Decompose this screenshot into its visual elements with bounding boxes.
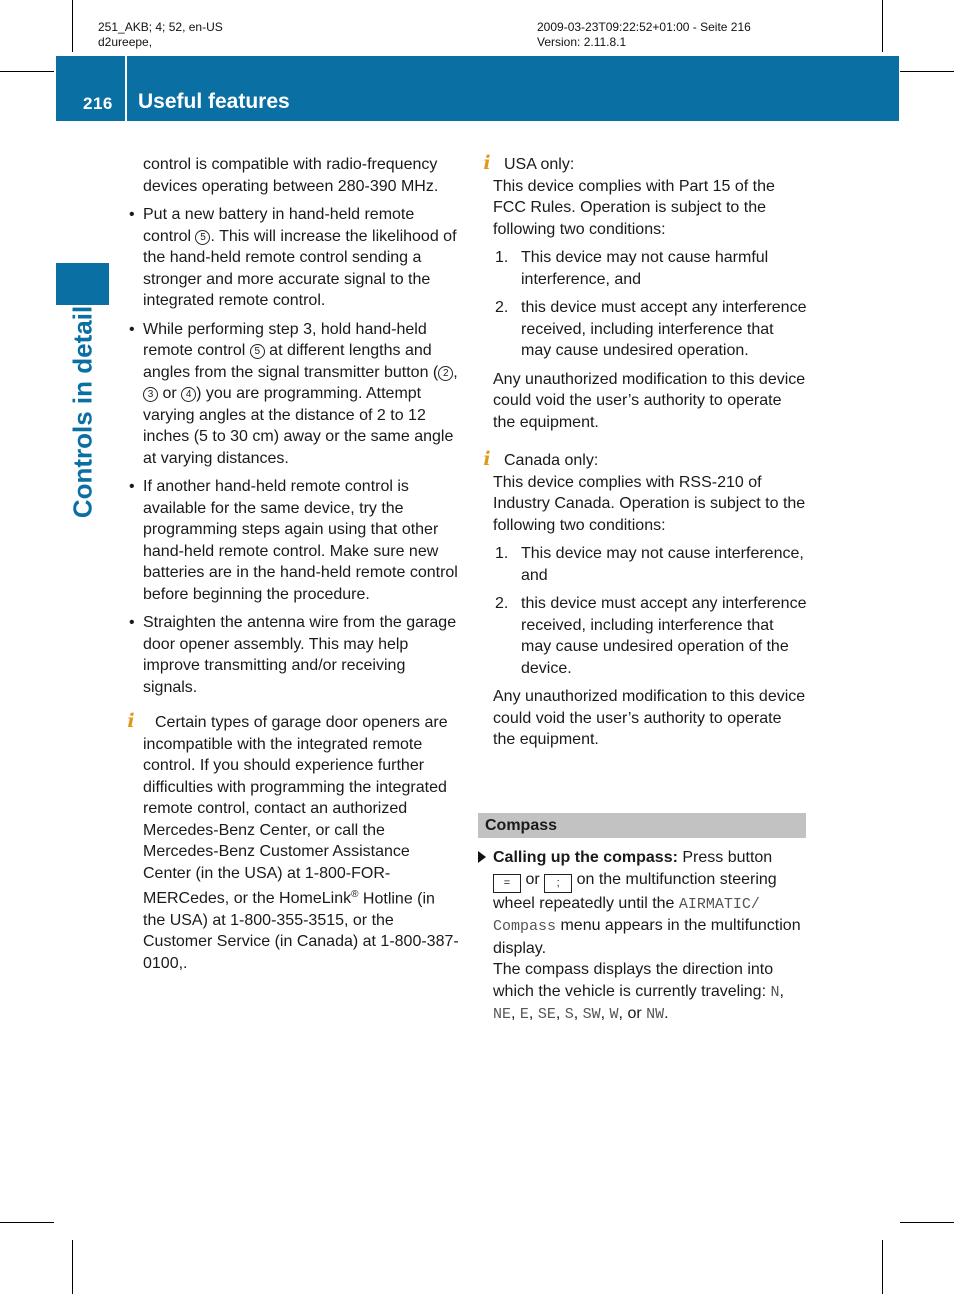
callout-number: 3 (143, 387, 158, 402)
text: While performing step 3, hold hand-held remote control (143, 320, 427, 359)
usa-note (483, 152, 808, 433)
text: Certain types of garage door openers are incompatible with the integrated remote control. If you should experience further difficulties with programming the integrated remote control, contact an authorized Mercedes-Benz Center, or call the Mercedes-Benz Customer Assistance Center (in the USA) at 1-800-FOR-MERCedes, or the HomeLink (143, 714, 448, 908)
left-column (129, 154, 459, 974)
meta-line: Version: 2.11.8.1 (537, 35, 627, 49)
item-number: 2. (495, 595, 509, 612)
crop-mark (0, 71, 54, 72)
list-item (129, 476, 459, 605)
header-divider (125, 56, 127, 121)
note-intro: This device complies with Part 15 of the FCC Rules. Operation is subject to the following two conditions: (493, 177, 775, 238)
step-arrow-icon (478, 851, 486, 863)
direction: NW (646, 1006, 665, 1023)
list-item (493, 543, 808, 586)
separator: , (511, 1005, 520, 1022)
direction: E (519, 1006, 529, 1023)
separator: , (573, 1005, 583, 1022)
intro-paragraph: control is compatible with radio-frequency devices operating between 280-390 MHz. (143, 156, 439, 195)
separator: , (528, 1005, 538, 1022)
info-icon: i (483, 448, 491, 470)
item-text: This device may not cause harmful interference, and (521, 249, 769, 288)
callout-number: 4 (181, 387, 196, 402)
separator: , (600, 1005, 610, 1022)
list-item (129, 319, 459, 470)
direction: W (609, 1006, 619, 1023)
bullet: • (129, 206, 135, 223)
side-tab-label: Controls in detail (67, 305, 98, 519)
section-heading-compass: Compass (478, 813, 806, 838)
crop-mark (72, 1240, 73, 1294)
crop-mark (900, 1222, 954, 1223)
callout-number: 5 (195, 230, 210, 245)
list-item (129, 204, 459, 312)
bullet: • (129, 320, 135, 338)
direction: NE (493, 1006, 512, 1023)
right-column (483, 152, 808, 751)
meta-line: d2ureepe, (98, 35, 153, 49)
meta-line: 2009-03-23T09:22:52+01:00 - Seite 216 (537, 20, 751, 34)
text: on the multifunction steering wheel repeatedly until the (493, 870, 777, 912)
crop-mark (72, 0, 73, 52)
info-icon: i (127, 710, 135, 732)
list-item (129, 612, 459, 698)
direction: SW (582, 1006, 601, 1023)
callout-number: 2 (438, 366, 453, 381)
text: Press button (677, 849, 773, 866)
text: Put a new battery in hand-held remote control (143, 206, 415, 245)
list-item (493, 593, 808, 679)
text: , (453, 363, 458, 381)
text: menu appears in the multifunction display. (493, 917, 801, 957)
note-heading: Canada only: (504, 452, 599, 469)
text: at different lengths and angles from the signal transmitter button ( (143, 342, 439, 381)
step-label: Calling up the compass: (493, 849, 678, 866)
info-note (129, 712, 459, 974)
side-tab-block (56, 263, 109, 305)
page-title: Useful features (138, 90, 290, 113)
bullet: • (129, 478, 135, 495)
text: Straighten the antenna wire from the garage door opener assembly. This may help improve transmitting and/or receiving signals. (143, 614, 457, 696)
text: ) you are programming. Attempt varying angles at the distance of 2 to 12 inches (5 to 30 cm) away or the same angle at varying distances. (143, 385, 454, 467)
info-icon: i (483, 152, 491, 174)
text: or (521, 870, 545, 888)
canada-note (483, 448, 808, 751)
page-number: 216 (83, 94, 113, 113)
bullet: • (129, 614, 135, 631)
crop-mark (0, 1222, 54, 1223)
note-intro: This device complies with RSS-210 of Industry Canada. Operation is subject to the following two conditions: (493, 473, 806, 534)
note-heading: USA only: (504, 156, 575, 173)
crop-mark (882, 1240, 883, 1294)
meta-line: 251_AKB; 4; 52, en-US (98, 20, 223, 34)
steering-wheel-button-icon: ; (544, 874, 572, 893)
crop-mark (900, 71, 954, 72)
item-text: this device must accept any interference received, including interference that may cause undesired operation. (521, 299, 807, 359)
list-item (493, 297, 808, 362)
item-number: 2. (495, 299, 509, 316)
note-outro: Any unauthorized modification to this device could void the user’s authority to operate the equipment. (493, 370, 806, 431)
item-number: 1. (495, 249, 509, 266)
print-meta-right (537, 20, 751, 50)
direction: SE (537, 1006, 556, 1023)
callout-number: 5 (250, 344, 265, 359)
direction: S (564, 1006, 574, 1023)
step-paragraph (493, 847, 808, 959)
separator: , (779, 982, 784, 1000)
print-meta-left (98, 20, 223, 50)
separator: , (555, 1005, 565, 1022)
menu-name: AIRMATIC/ Compass (493, 895, 760, 935)
registered-mark: ® (351, 889, 359, 900)
separator: . (664, 1005, 669, 1022)
direction: N (770, 983, 780, 1001)
steering-wheel-button-icon: = (493, 874, 521, 893)
compass-step (493, 847, 808, 1026)
text: If another hand-held remote control is available for the same device, try the programming steps again using that other hand-held remote control. Make sure new batteries are in the hand-held remote control before beginning the procedure. (143, 478, 458, 603)
note-outro: Any unauthorized modification to this device could void the user’s authority to operate the equipment. (493, 688, 806, 748)
compass-description (493, 959, 808, 1026)
text: The compass displays the direction into which the vehicle is currently traveling: (493, 961, 774, 1000)
item-number: 1. (495, 545, 509, 562)
crop-mark (882, 0, 883, 52)
text: Hotline (in the USA) at 1-800-355-3515, or the Customer Service (in Canada) at 1-800-387-0100,. (143, 890, 459, 972)
item-text: This device may not cause interference, and (521, 545, 804, 584)
text: or (158, 385, 182, 402)
item-text: this device must accept any interference received, including interference that may cause undesired operation of the device. (521, 595, 807, 677)
text: . This will increase the likelihood of the hand-held remote control sending a stronger and more accurate signal to the integrated remote control. (143, 227, 457, 309)
list-item (493, 247, 808, 290)
separator: , or (618, 1005, 647, 1022)
